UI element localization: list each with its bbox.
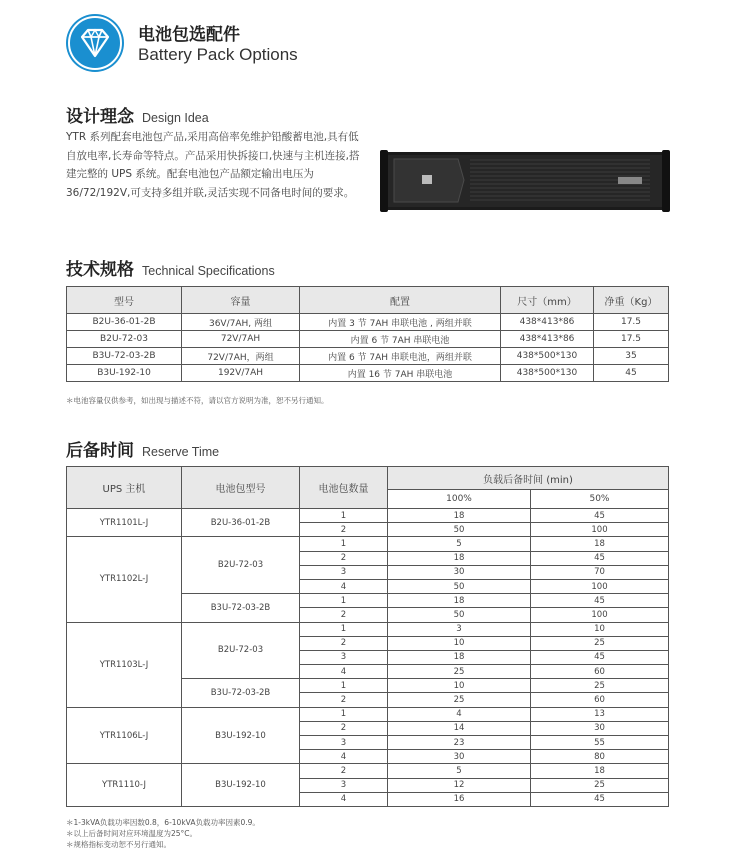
table-cell: 438*500*130: [501, 365, 594, 382]
time-50-cell: 60: [531, 665, 669, 679]
time-100-cell: 25: [388, 665, 531, 679]
time-100-cell: 30: [388, 750, 531, 764]
time-100-cell: 18: [388, 551, 531, 565]
table-row: [67, 331, 669, 348]
specs-col-model: 型号: [67, 287, 182, 314]
time-100-cell: 18: [388, 509, 531, 523]
time-100-cell: 10: [388, 636, 531, 650]
table-row: [67, 365, 669, 382]
time-100-cell: 18: [388, 594, 531, 608]
pack-model-cell: B2U-72-03: [182, 537, 300, 594]
time-100-cell: 25: [388, 693, 531, 707]
table-cell: B3U-72-03-2B: [67, 348, 182, 365]
specs-note: ＊电池容量仅供参考，如出现与描述不符，请以官方说明为准，恕不另行通知。: [66, 396, 329, 405]
page-subtitle: Battery Pack Options: [138, 45, 298, 64]
time-50-cell: 45: [531, 650, 669, 664]
qty-cell: 2: [300, 636, 388, 650]
time-50-cell: 10: [531, 622, 669, 636]
design-title-en: Design Idea: [142, 111, 209, 125]
time-50-cell: 55: [531, 736, 669, 750]
qty-cell: 1: [300, 509, 388, 523]
specs-section-title: [66, 255, 275, 280]
table-row: [67, 622, 669, 636]
table-cell: 438*500*130: [501, 348, 594, 365]
table-row: [67, 509, 669, 523]
qty-cell: 4: [300, 792, 388, 806]
time-50-cell: 25: [531, 679, 669, 693]
specs-table: [66, 286, 669, 382]
reserve-notes: [66, 817, 260, 850]
pack-model-cell: B3U-72-03-2B: [182, 594, 300, 622]
time-100-cell: 5: [388, 764, 531, 778]
table-cell: 内置 3 节 7AH 串联电池 , 两组并联: [300, 314, 501, 331]
time-100-cell: 4: [388, 707, 531, 721]
time-50-cell: 25: [531, 778, 669, 792]
reserve-time-table: [66, 466, 669, 807]
time-50-cell: 13: [531, 707, 669, 721]
table-cell: 内置 6 节 7AH 串联电池，两组并联: [300, 348, 501, 365]
reserve-header-row: [67, 467, 669, 490]
reserve-col-100: 100%: [388, 490, 531, 509]
table-cell: 72V/7AH: [182, 331, 300, 348]
ups-model-cell: YTR1110-J: [67, 764, 182, 807]
table-cell: 438*413*86: [501, 331, 594, 348]
reserve-col-load: 负载后备时间 (min): [388, 467, 669, 490]
time-50-cell: 45: [531, 792, 669, 806]
time-100-cell: 50: [388, 523, 531, 537]
time-50-cell: 18: [531, 537, 669, 551]
table-cell: B2U-36-01-2B: [67, 314, 182, 331]
table-row: [67, 764, 669, 778]
reserve-col-50: 50%: [531, 490, 669, 509]
reserve-note: ＊1-3kVA负载功率因数0.8，6-10kVA负载功率因素0.9。: [66, 818, 260, 827]
specs-title-en: Technical Specifications: [142, 264, 275, 278]
qty-cell: 2: [300, 523, 388, 537]
time-50-cell: 25: [531, 636, 669, 650]
time-50-cell: 100: [531, 608, 669, 622]
pack-model-cell: B3U-72-03-2B: [182, 679, 300, 707]
design-title-cn: 设计理念: [66, 107, 134, 127]
table-cell: B3U-192-10: [67, 365, 182, 382]
qty-cell: 2: [300, 693, 388, 707]
time-50-cell: 18: [531, 764, 669, 778]
battery-pack-image: [380, 150, 670, 212]
time-100-cell: 5: [388, 537, 531, 551]
qty-cell: 4: [300, 579, 388, 593]
table-cell: 内置 16 节 7AH 串联电池: [300, 365, 501, 382]
reserve-section-title: [66, 436, 219, 461]
specs-col-size: 尺寸（mm）: [501, 287, 594, 314]
qty-cell: 4: [300, 665, 388, 679]
reserve-title-en: Reserve Time: [142, 445, 220, 459]
reserve-col-qty: 电池包数量: [300, 467, 388, 509]
qty-cell: 1: [300, 537, 388, 551]
qty-cell: 4: [300, 750, 388, 764]
pack-model-cell: B2U-36-01-2B: [182, 509, 300, 537]
time-100-cell: 50: [388, 608, 531, 622]
table-cell: 17.5: [594, 314, 669, 331]
time-100-cell: 3: [388, 622, 531, 636]
ups-model-cell: YTR1106L-J: [67, 707, 182, 764]
time-100-cell: 12: [388, 778, 531, 792]
time-100-cell: 14: [388, 721, 531, 735]
time-50-cell: 80: [531, 750, 669, 764]
pack-model-cell: B2U-72-03: [182, 622, 300, 679]
qty-cell: 2: [300, 608, 388, 622]
ups-model-cell: YTR1102L-J: [67, 537, 182, 622]
diamond-logo-icon: [66, 14, 124, 72]
page-title: 电池包选配件: [138, 25, 240, 45]
specs-header-row: [67, 287, 669, 314]
specs-title-cn: 技术规格: [66, 260, 134, 280]
qty-cell: 1: [300, 622, 388, 636]
specs-col-weight: 净重（Kg）: [594, 287, 669, 314]
time-50-cell: 45: [531, 594, 669, 608]
qty-cell: 3: [300, 650, 388, 664]
table-cell: 72V/7AH，两组: [182, 348, 300, 365]
time-50-cell: 100: [531, 523, 669, 537]
qty-cell: 2: [300, 551, 388, 565]
table-cell: 35: [594, 348, 669, 365]
reserve-note: ＊以上后备时间对应环境温度为25°C。: [66, 829, 198, 838]
time-50-cell: 45: [531, 509, 669, 523]
pack-model-cell: B3U-192-10: [182, 707, 300, 764]
table-cell: 36V/7AH, 两组: [182, 314, 300, 331]
qty-cell: 2: [300, 764, 388, 778]
table-cell: 内置 6 节 7AH 串联电池: [300, 331, 501, 348]
table-row: [67, 348, 669, 365]
table-cell: 17.5: [594, 331, 669, 348]
table-cell: B2U-72-03: [67, 331, 182, 348]
time-50-cell: 100: [531, 579, 669, 593]
table-cell: 192V/7AH: [182, 365, 300, 382]
qty-cell: 3: [300, 736, 388, 750]
reserve-col-pack: 电池包型号: [182, 467, 300, 509]
ups-model-cell: YTR1101L-J: [67, 509, 182, 537]
qty-cell: 3: [300, 778, 388, 792]
time-50-cell: 45: [531, 551, 669, 565]
table-row: [67, 537, 669, 551]
time-100-cell: 10: [388, 679, 531, 693]
reserve-title-cn: 后备时间: [66, 441, 134, 461]
specs-col-config: 配置: [300, 287, 501, 314]
time-50-cell: 30: [531, 721, 669, 735]
time-100-cell: 30: [388, 565, 531, 579]
qty-cell: 1: [300, 707, 388, 721]
design-description: YTR 系列配套电池包产品,采用高倍率免维护铅酸蓄电池,具有低自放电率,长寿命等特点。产品采用快拆接口,快速与主机连接,搭建完整的 UPS 系统。配套电池包产品额定输出电压为 36/72/192V,可支持多组并联,灵活实现不同备电时间的要求。: [66, 131, 360, 199]
qty-cell: 1: [300, 679, 388, 693]
time-50-cell: 70: [531, 565, 669, 579]
table-cell: 45: [594, 365, 669, 382]
specs-col-capacity: 容量: [182, 287, 300, 314]
design-section-title: [66, 102, 209, 127]
table-cell: 438*413*86: [501, 314, 594, 331]
table-row: [67, 314, 669, 331]
time-100-cell: 18: [388, 650, 531, 664]
page-header: [66, 14, 666, 74]
qty-cell: 1: [300, 594, 388, 608]
time-100-cell: 50: [388, 579, 531, 593]
reserve-note: ＊规格指标变动恕不另行通知。: [66, 840, 171, 849]
time-100-cell: 16: [388, 792, 531, 806]
qty-cell: 2: [300, 721, 388, 735]
time-50-cell: 60: [531, 693, 669, 707]
time-100-cell: 23: [388, 736, 531, 750]
ups-model-cell: YTR1103L-J: [67, 622, 182, 707]
table-row: [67, 707, 669, 721]
pack-model-cell: B3U-192-10: [182, 764, 300, 807]
reserve-col-ups: UPS 主机: [67, 467, 182, 509]
qty-cell: 3: [300, 565, 388, 579]
